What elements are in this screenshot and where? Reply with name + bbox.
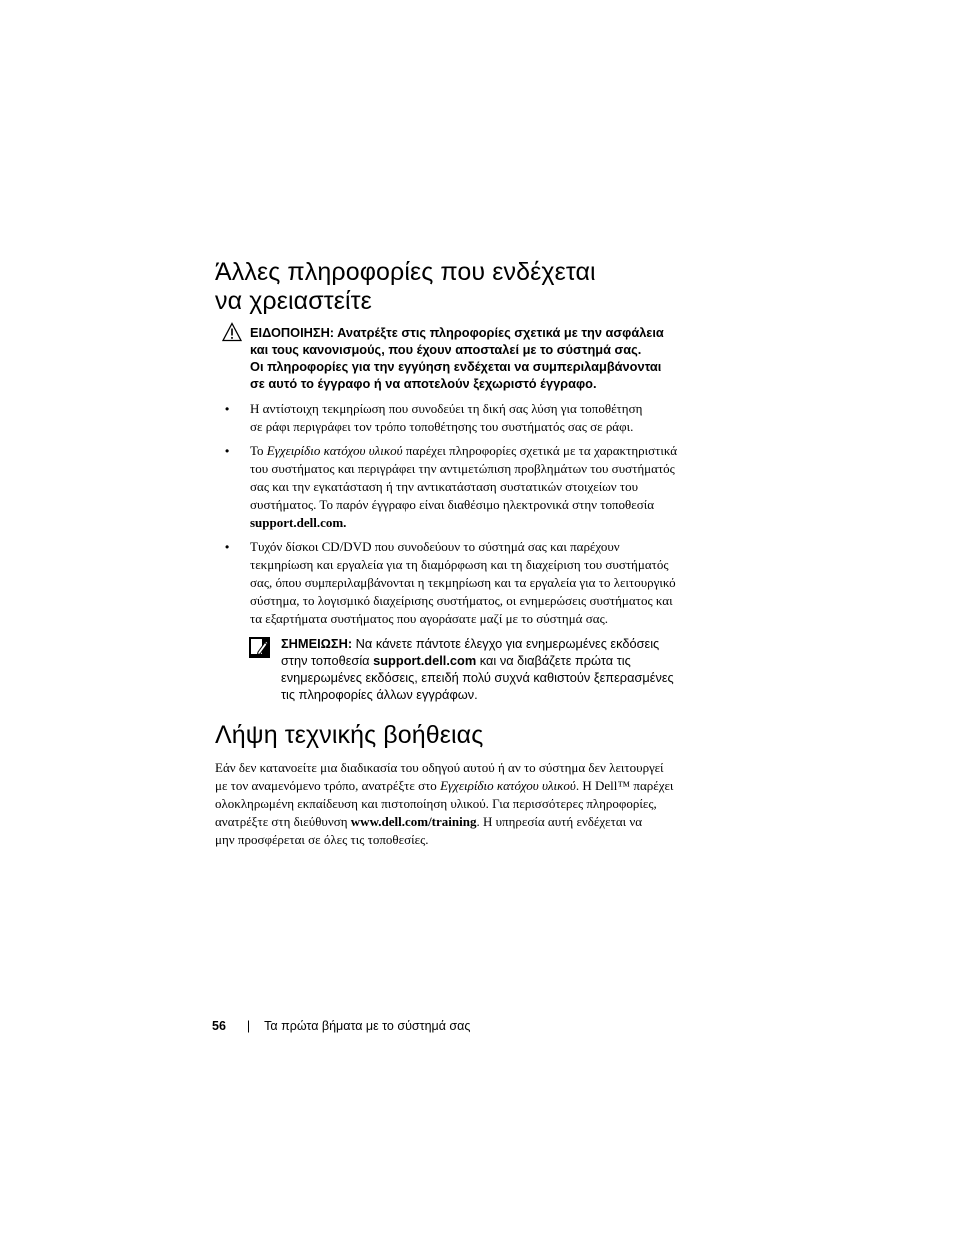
manual-title: Εγχειρίδιο κατόχου υλικού [266, 443, 403, 458]
heading-line: Άλλες πληροφορίες που ενδέχεται [215, 258, 596, 286]
support-link[interactable]: support.dell.com. [250, 515, 347, 530]
training-link[interactable]: www.dell.com/training [350, 814, 477, 829]
warning-label: ΕΙΔΟΠΟΙΗΣΗ: [250, 325, 335, 340]
note-text: ΣΗΜΕΙΩΣΗ: Να κάνετε πάντοτε έλεγχο για ενημερωμένες εκδόσεις στην τοποθεσία support.dell.com και να διαβάζετε πρώτα τις ενημερωμένες εκδόσεις, επειδή πολύ συχνά καθιστούν ξεπερασμένες τις πληροφορίες άλλων εγγράφων. [281, 636, 674, 702]
bullet-marker: • [225, 402, 230, 416]
page-footer [212, 1017, 470, 1035]
heading-line: να χρειαστείτε [215, 287, 372, 315]
bullet-marker: • [225, 540, 230, 554]
footer-title: Τα πρώτα βήματα με το σύστημά σας [264, 1019, 471, 1033]
section-heading-technical-help: Λήψη τεχνικής βοήθειας [215, 721, 484, 749]
manual-title: Εγχειρίδιο κατόχου υλικού [440, 778, 576, 793]
help-paragraph: Εάν δεν κατανοείτε μια διαδικασία του οδηγού αυτού ή αν το σύστημα δεν λειτουργεί με τον αναμενόμενο τρόπο, ανατρέξτε στο Εγχειρίδιο κατόχου υλικού. Η Dell™ παρέχει ολοκληρωμένη εκπαίδευση και πιστοποίηση υλικού. Για περισσότερες πληροφορίες, ανατρέξτε στη διεύθυνση www.dell.com/training. Η υπηρεσία αυτή ενδέχεται να μην προσφέρεται σε όλες τις τοποθεσίες. [215, 760, 674, 847]
section-heading-other-info [215, 258, 596, 316]
bullet-marker: • [225, 444, 230, 458]
support-link[interactable]: support.dell.com [373, 653, 477, 668]
note-label: ΣΗΜΕΙΩΣΗ: [281, 636, 353, 651]
page-number: 56 [212, 1019, 226, 1033]
footer-separator: | [246, 1019, 251, 1033]
warning-triangle-icon [222, 322, 242, 342]
warning-text: ΕΙΔΟΠΟΙΗΣΗ: Ανατρέξτε στις πληροφορίες σχετικά με την ασφάλεια και τους κανονισμούς, που έχουν αποσταλεί με το σύστημά σας. Οι πληροφορίες για την εγγύηση ενδέχεται να συμπεριλαμβάνονται σε αυτό το έγγραφο ή να αποτελούν ξεχωριστό έγγραφο. [250, 325, 664, 391]
note-pencil-icon [249, 637, 270, 658]
